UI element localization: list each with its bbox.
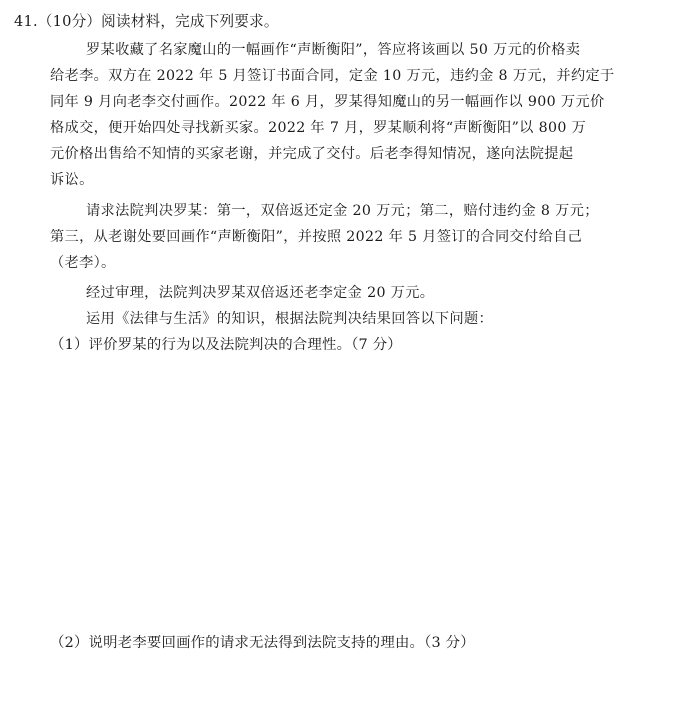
instruction-line: 运用《法律与生活》的知识，根据法院判决结果回答以下问题：: [86, 311, 494, 327]
material-line-1: 罗某收藏了名家魔山的一幅画作“声断衡阳”，答应将该画以 50 万元的价格卖: [86, 42, 581, 58]
material-line-4: 格成交，便开始四处寻找新买家。2022 年 7 月，罗某顺利将“声断衡阳”以 800 万: [50, 120, 587, 136]
answer-space-1[interactable]: [50, 372, 650, 622]
material-line-5: 元价格出售给不知情的买家老谢，并完成了交付。后老李得知情况，遂向法院提起: [50, 146, 574, 162]
verdict-line: 经过审理，法院判决罗某双倍返还老李定金 20 万元。: [86, 285, 435, 301]
claims-line-3: （老李）。: [50, 255, 116, 271]
sub-question-2: （2）说明老李要回画作的请求无法得到法院支持的理由。（3 分）: [50, 635, 475, 651]
material-line-6: 诉讼。: [50, 172, 94, 188]
sub-question-1: （1）评价罗某的行为以及法院判决的合理性。（7 分）: [50, 337, 402, 353]
material-line-3: 同年 9 月向老李交付画作。2022 年 6 月，罗某得知魔山的另一幅画作以 900 万元价: [50, 94, 605, 110]
material-line-2: 给老李。双方在 2022 年 5 月签订书面合同，定金 10 万元，违约金 8 万元，并约定于: [50, 68, 615, 84]
question-header: 41.（10分）阅读材料，完成下列要求。: [14, 13, 279, 30]
claims-line-1: 请求法院判决罗某：第一，双倍返还定金 20 万元；第二，赔付违约金 8 万元；: [86, 203, 599, 219]
claims-line-2: 第三，从老谢处要回画作“声断衡阳”，并按照 2022 年 5 月签订的合同交付给自己: [50, 229, 583, 245]
